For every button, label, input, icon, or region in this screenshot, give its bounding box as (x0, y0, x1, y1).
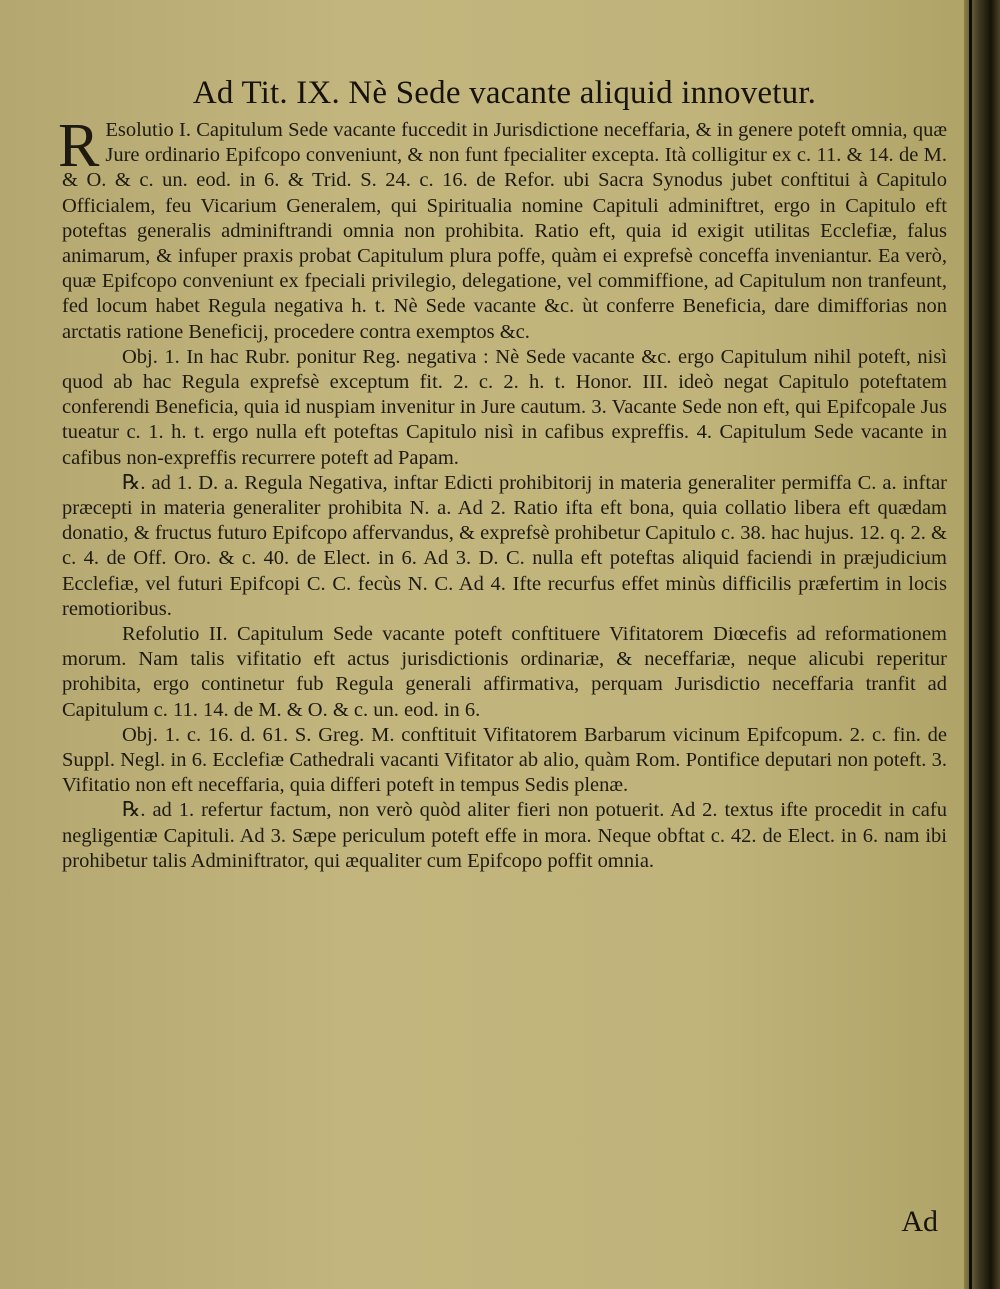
paragraph-text: Esolutio I. Capitulum Sede vacante fuccedit in Jurisdictione neceffaria, & in genere poteft omnia, quæ Jure ordinario Epifcopo conveniunt, & non funt fpecialiter excepta. Ità colligitur ex c. 11. & 14. de M. & O. & c. un. eod. in 6. & Trid. S. 24. c. 16. de Refor. ubi Sacra Synodus jubet conftitui à Capitulo Officialem, feu Vicarium Generalem, qui Spiritualia nomine Capituli adminiftret, ergo in Capitulo eft poteftas generalis adminiftrandi omnia non prohibita. Ratio eft, quia id exigit utilitas Ecclefiæ, falus animarum, & infuper praxis probat Capitulum plura poffe, quàm ei exprefsè conceffa inveniantur. Ea verò, quæ Epifcopo conveniunt ex fpeciali privilegio, delegatione, vel commiffione, ad Capitulum non tranfeunt, fed locum habet Regula negativa h. t. Nè Sede vacante &c. ùt conferre Beneficia, dare dimifforias non arctatis ratione Beneficij, procedere contra exemptos &c. (62, 119, 947, 343)
dropcap-letter: R (58, 112, 100, 180)
paragraph-resolutio-2: Refolutio II. Capitulum Sede vacante poteft conftituere Vifitatorem Diœcefis ad reformationem morum. Nam talis vifitatio eft actus jurisdictionis ordinariæ, & neceffariæ, neque alicubi reperitur prohibita, ergo continetur fub Regula generali affirmativa, perquam Jurisdictio neceffaria tranfit ad Capitulum c. 11. 14. de M. & O. & c. un. eod. in 6. (62, 623, 947, 721)
paragraph-resp-1: ℞. ad 1. D. a. Regula Negativa, inftar Edicti prohibitorij in materia generaliter permiffa C. a. inftar præcepti in materia generaliter prohibita N. a. Ad 2. Ratio ifta eft bona, quia collatio libera eft quædam donatio, & fructus futuro Epifcopo affervandus, & exprefsè prohibetur Capitulo c. 38. hac hujus. 12. q. 2. & c. 4. de Off. Oro. & c. 40. de Elect. in 6. Ad 3. D. C. nulla eft poteftas aliquid faciendi in præjudicium Ecclefiæ, vel futuri Epifcopi C. C. fecùs N. C. Ad 4. Ifte recurfus effet minùs difficilis præfertim in locis remotioribus. (62, 471, 947, 620)
paragraph-obj-2: Obj. 1. c. 16. d. 61. S. Greg. M. conftituit Vifitatorem Barbarum vicinum Epifcopum. 2. c. fin. de Suppl. Negl. in 6. Ecclefiæ Cathedrali vacanti Vifitator ab alio, quàm Rom. Pontifice deputari non poteft. 3. Vifitatio non eft neceffaria, quia differi poteft in tempus Sedis plenæ. (62, 723, 947, 797)
catchword: Ad (901, 1205, 938, 1238)
paragraph-obj-1: Obj. 1. In hac Rubr. ponitur Reg. negativa : Nè Sede vacante &c. ergo Capitulum nihil poteft, nisì quod ab hac Regula exprefsè exceptum fit. 2. c. 2. h. t. Honor. III. ideò negat Capitulo poteftatem conferendi Beneficia, quia id nuspiam invenitur in Jure cautum. 3. Vacante Sede non eft, qui Epifcopale Jus tueatur c. 1. h. t. ergo nulla eft poteftas Capitulo nisì in cafibus expreffis. 4. Capitulum Sede vacante in cafibus non-expreffis recurrere poteft ad Papam. (62, 345, 947, 469)
gutter-line (969, 0, 972, 1289)
text-block (58, 70, 947, 874)
paragraph-resp-2: ℞. ad 1. refertur factum, non verò quòd aliter fieri non potuerit. Ad 2. textus ifte procedit in cafu negligentiæ Capituli. Ad 3. Sæpe periculum poteft effe in mora. Neque obftat c. 42. de Elect. in 6. nam ibi prohibetur talis Adminiftrator, qui æqualiter cum Epifcopo poffit omnia. (62, 799, 947, 872)
section-heading: Ad Tit. IX. Nè Sede vacante aliquid innovetur. (192, 75, 817, 111)
paragraph-resolutio-1 (58, 112, 947, 345)
